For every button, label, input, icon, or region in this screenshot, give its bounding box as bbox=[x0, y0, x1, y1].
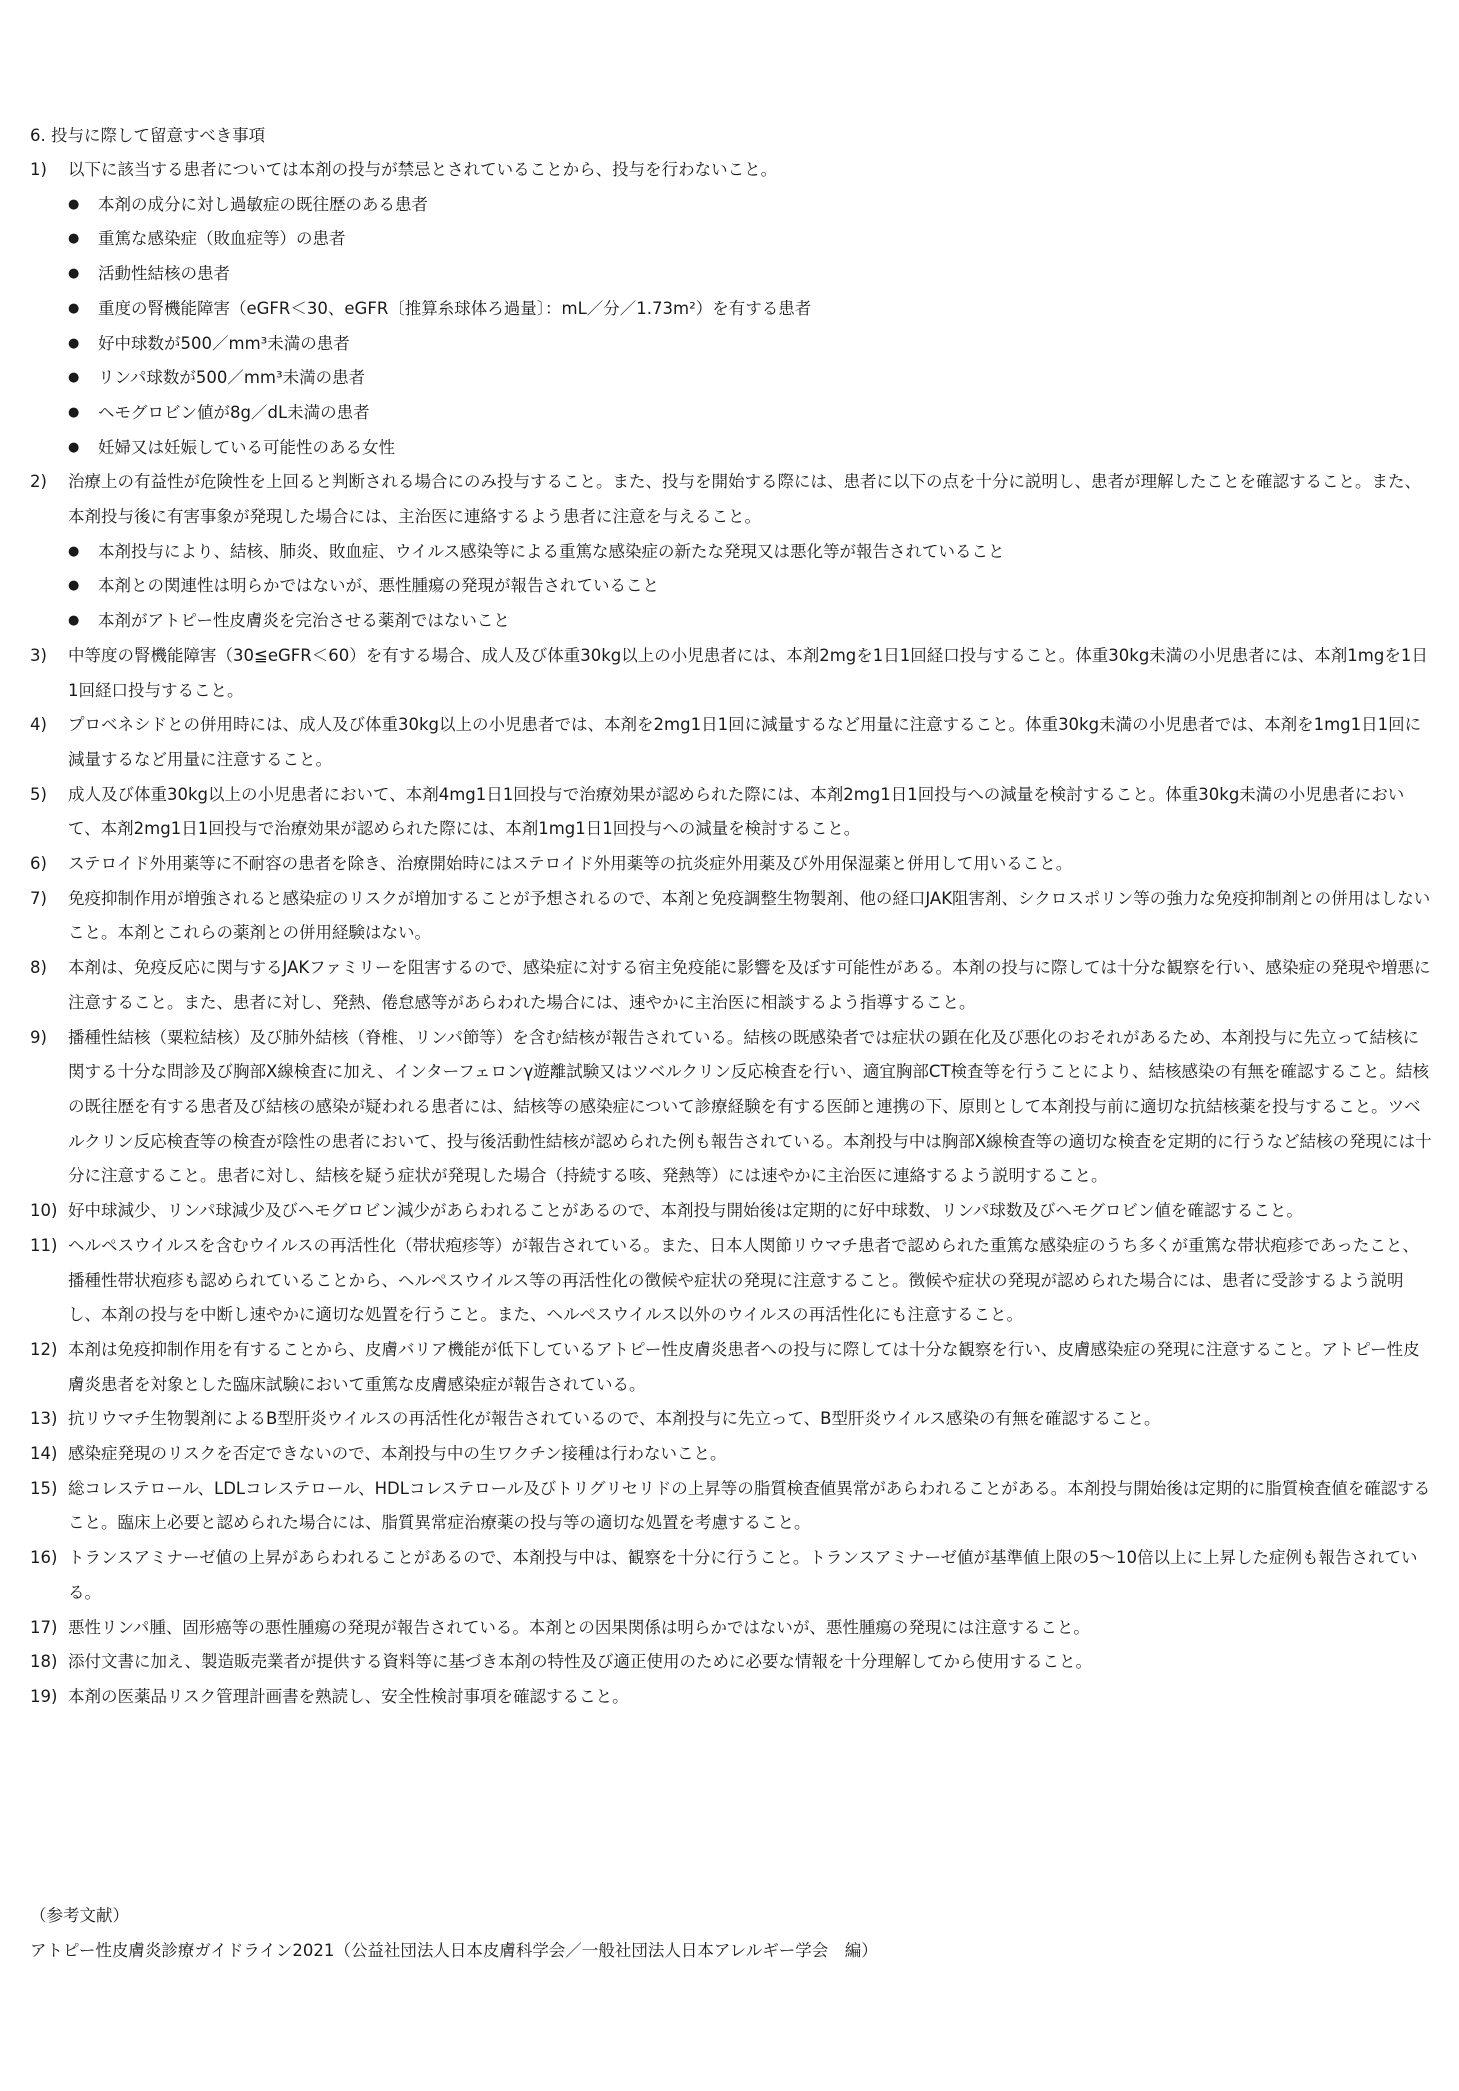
bullet-icon: ● bbox=[68, 266, 80, 282]
precaution-item bbox=[30, 153, 1435, 188]
precaution-item bbox=[30, 1680, 1435, 1715]
item-number: 5) bbox=[30, 784, 47, 804]
precaution-item bbox=[30, 1402, 1435, 1437]
item-text: 悪性リンパ腫、固形癌等の悪性腫瘍の発現が報告されている。本剤との因果関係は明らかではないが、悪性腫瘍の発現には注意すること。 bbox=[68, 1617, 1090, 1637]
bullet-text: リンパ球数が500／mm³未満の患者 bbox=[98, 368, 366, 388]
precaution-item bbox=[30, 1229, 1435, 1333]
item-number: 7) bbox=[30, 888, 47, 908]
bullet-item bbox=[30, 257, 1435, 292]
precaution-item bbox=[30, 951, 1435, 1020]
item-number: 1) bbox=[30, 160, 47, 179]
bullet-icon: ● bbox=[68, 613, 80, 629]
item-number: 3) bbox=[30, 645, 47, 665]
references bbox=[30, 1898, 1435, 1968]
precaution-item bbox=[30, 465, 1435, 534]
item-number: 14) bbox=[30, 1444, 58, 1464]
bullet-item bbox=[30, 188, 1435, 223]
item-number: 4) bbox=[30, 715, 47, 735]
item-number: 12) bbox=[30, 1339, 58, 1359]
precaution-item bbox=[30, 1472, 1435, 1541]
item-number: 8) bbox=[30, 958, 47, 978]
bullet-text: 本剤の成分に対し過敏症の既往歴のある患者 bbox=[98, 194, 428, 214]
bullet-text: 活動性結核の患者 bbox=[98, 264, 230, 284]
item-text: 抗リウマチ生物製剤によるB型肝炎ウイルスの再活性化が報告されているので、本剤投与に先立って、B型肝炎ウイルス感染の有無を確認すること。 bbox=[68, 1409, 1161, 1429]
bullet-item bbox=[30, 327, 1435, 362]
section-title: 6. 投与に際して留意すべき事項 bbox=[30, 126, 266, 145]
bullet-icon: ● bbox=[68, 300, 80, 316]
precaution-item bbox=[30, 1333, 1435, 1402]
item-text: ヘルペスウイルスを含むウイルスの再活性化（帯状疱疹等）が報告されている。また、日本人関節リウマチ患者で認められた重篤な感染症のうち多くが重篤な帯状疱疹であったこと、播種性帯状疱疹も認められていることから、ヘルペスウイルス等の再活性化の徴候や症状の発現に注意すること。徴候や症状の発現が認められた場合には、患者に受診するよう説明し、本剤の投与を中断し速やかに適切な処置を行うこと。また、ヘルペスウイルス以外のウイルスの再活性化にも注意すること。 bbox=[68, 1235, 1419, 1325]
bullet-icon: ● bbox=[68, 231, 80, 247]
bullet-text: 重篤な感染症（敗血症等）の患者 bbox=[98, 229, 346, 249]
bullet-item bbox=[30, 361, 1435, 396]
bullet-item bbox=[30, 569, 1435, 604]
precaution-item bbox=[30, 1541, 1435, 1610]
item-text: 中等度の腎機能障害（30≦eGFR＜60）を有する場合、成人及び体重30kg以上の小児患者には、本剤2mgを1日1回経口投与すること。体重30kg未満の小児患者には、本剤1mgを1日1回経口投与すること。 bbox=[68, 645, 1428, 700]
reference-entry: アトピー性皮膚炎診療ガイドライン2021（公益社団法人日本皮膚科学会／一般社団法人日本アレルギー学会 編） bbox=[30, 1941, 878, 1960]
item-text: プロベネシドとの併用時には、成人及び体重30kg以上の小児患者では、本剤を2mg1日1回に減量するなど用量に注意すること。体重30kg未満の小児患者では、本剤を1mg1日1回に減量するなど用量に注意すること。 bbox=[68, 715, 1422, 769]
item-text: 総コレステロール、LDLコレステロール、HDLコレステロール及びトリグリセリドの上昇等の脂質検査値異常があらわれることがある。本剤投与開始後は定期的に脂質検査値を確認すること。臨床上必要と認められた場合には、脂質異常症治療薬の投与等の適切な処置を考慮すること。 bbox=[68, 1478, 1431, 1533]
precaution-item bbox=[30, 708, 1435, 777]
bullet-text: 妊婦又は妊娠している可能性のある女性 bbox=[98, 437, 395, 457]
item-number: 15) bbox=[30, 1478, 58, 1498]
item-text: トランスアミナーゼ値の上昇があらわれることがあるので、本剤投与中は、観察を十分に行うこと。トランスアミナーゼ値が基準値上限の5～10倍以上に上昇した症例も報告されている。 bbox=[68, 1548, 1418, 1602]
bullet-item bbox=[30, 396, 1435, 431]
precaution-item bbox=[30, 1437, 1435, 1472]
item-number: 18) bbox=[30, 1652, 58, 1672]
item-text: 本剤の医薬品リスク管理計画書を熟読し、安全性検討事項を確認すること。 bbox=[68, 1686, 629, 1706]
references-heading: （参考文献） bbox=[30, 1906, 129, 1925]
bullet-list bbox=[30, 188, 1435, 466]
bullet-icon: ● bbox=[68, 335, 80, 351]
precaution-item bbox=[30, 1645, 1435, 1680]
bullet-icon: ● bbox=[68, 439, 80, 455]
item-text: 本剤は、免疫反応に関与するJAKファミリーを阻害するので、感染症に対する宿主免疫能に影響を及ぼす可能性がある。本剤の投与に際しては十分な観察を行い、感染症の発現や増悪に注意すること。また、患者に対し、発熱、倦怠感等があらわれた場合には、速やかに主治医に相談するよう指導すること。 bbox=[68, 958, 1431, 1012]
item-number: 6) bbox=[30, 854, 47, 874]
item-number: 9) bbox=[30, 1027, 47, 1047]
item-number: 16) bbox=[30, 1548, 58, 1568]
bullet-text: 好中球数が500／mm³未満の患者 bbox=[98, 333, 350, 353]
precaution-item bbox=[30, 1194, 1435, 1229]
item-text: 以下に該当する患者については本剤の投与が禁忌とされていることから、投与を行わないこと。 bbox=[68, 160, 778, 179]
item-number: 2) bbox=[30, 472, 47, 492]
precaution-item bbox=[30, 1021, 1435, 1195]
item-text: 好中球減少、リンパ球減少及びヘモグロビン減少があらわれることがあるので、本剤投与開始後は定期的に好中球数、リンパ球数及びヘモグロビン値を確認すること。 bbox=[68, 1201, 1303, 1221]
item-text: 免疫抑制作用が増強されると感染症のリスクが増加することが予想されるので、本剤と免疫調整生物製剤、他の経口JAK阻害剤、シクロスポリン等の強力な免疫抑制剤との併用はしないこと。本剤とこれらの薬剤との併用経験はない。 bbox=[68, 888, 1431, 943]
item-text: 成人及び体重30kg以上の小児患者において、本剤4mg1日1回投与で治療効果が認められた際には、本剤2mg1日1回投与への減量を検討すること。体重30kg未満の小児患者において、本剤2mg1日1回投与で治療効果が認められた際には、本剤1mg1日1回投与への減量を検討すること。 bbox=[68, 784, 1405, 839]
precautions-section bbox=[30, 118, 1435, 1715]
bullet-text: 本剤がアトピー性皮膚炎を完治させる薬剤ではないこと bbox=[98, 611, 510, 631]
bullet-item bbox=[30, 222, 1435, 257]
bullet-list bbox=[30, 535, 1435, 639]
precaution-item bbox=[30, 778, 1435, 847]
item-text: 本剤は免疫抑制作用を有することから、皮膚バリア機能が低下しているアトピー性皮膚炎患者への投与に際しては十分な観察を行い、皮膚感染症の発現に注意すること。アトピー性皮膚炎患者を対象とした臨床試験において重篤な皮膚感染症が報告されている。 bbox=[68, 1339, 1420, 1394]
precaution-list bbox=[30, 153, 1435, 1715]
bullet-text: ヘモグロビン値が8g／dL未満の患者 bbox=[98, 402, 370, 422]
bullet-icon: ● bbox=[68, 543, 80, 559]
item-number: 11) bbox=[30, 1235, 58, 1255]
bullet-item bbox=[30, 535, 1435, 570]
precaution-item bbox=[30, 1611, 1435, 1646]
bullet-icon: ● bbox=[68, 578, 80, 594]
item-text: 播種性結核（粟粒結核）及び肺外結核（脊椎、リンパ節等）を含む結核が報告されている。結核の既感染者では症状の顕在化及び悪化のおそれがあるため、本剤投与に先立って結核に関する十分な問診及び胸部X線検査に加え、インターフェロンγ遊離試験又はツベルクリン反応検査を行い、適宜胸部CT検査等を行うことにより、結核感染の有無を確認すること。結核の既往歴を有する患者及び結核の感染が疑われる患者には、結核等の感染症について診療経験を有する医師と連携の下、原則として本剤投与前に適切な抗結核薬を投与すること。ツベルクリン反応検査等の検査が陰性の患者において、投与後活動性結核が認められた例も報告されている。本剤投与中は胸部X線検査等の適切な検査を定期的に行うなど結核の発現には十分に注意すること。患者に対し、結核を疑う症状が発現した場合（持続する咳、発熱等）には速やかに主治医に連絡するよう説明すること。 bbox=[68, 1027, 1432, 1186]
item-text: ステロイド外用薬等に不耐容の患者を除き、治療開始時にはステロイド外用薬等の抗炎症外用薬及び外用保湿薬と併用して用いること。 bbox=[68, 854, 1073, 874]
bullet-text: 本剤投与により、結核、肺炎、敗血症、ウイルス感染等による重篤な感染症の新たな発現又は悪化等が報告されていること bbox=[98, 541, 1005, 561]
item-number: 13) bbox=[30, 1409, 58, 1429]
item-text: 添付文書に加え、製造販売業者が提供する資料等に基づき本剤の特性及び適正使用のために必要な情報を十分理解してから使用すること。 bbox=[68, 1652, 1092, 1672]
item-number: 10) bbox=[30, 1201, 58, 1221]
item-number: 17) bbox=[30, 1617, 58, 1637]
precaution-item bbox=[30, 639, 1435, 708]
precaution-item bbox=[30, 882, 1435, 951]
item-number: 19) bbox=[30, 1686, 58, 1706]
bullet-icon: ● bbox=[68, 196, 80, 212]
bullet-icon: ● bbox=[68, 370, 80, 386]
bullet-item bbox=[30, 604, 1435, 639]
item-text: 感染症発現のリスクを否定できないので、本剤投与中の生ワクチン接種は行わないこと。 bbox=[68, 1444, 727, 1464]
precaution-item bbox=[30, 847, 1435, 882]
item-text: 治療上の有益性が危険性を上回ると判断される場合にのみ投与すること。また、投与を開始する際には、患者に以下の点を十分に説明し、患者が理解したことを確認すること。また、本剤投与後に有害事象が発現した場合には、主治医に連絡するよう患者に注意を与えること。 bbox=[68, 472, 1421, 527]
bullet-text: 本剤との関連性は明らかではないが、悪性腫瘍の発現が報告されていること bbox=[98, 576, 659, 596]
bullet-item bbox=[30, 292, 1435, 327]
bullet-text: 重度の腎機能障害（eGFR＜30、eGFR〔推算糸球体ろ過量〕：mL／分／1.73m²）を有する患者 bbox=[98, 298, 812, 318]
bullet-icon: ● bbox=[68, 404, 80, 420]
bullet-item bbox=[30, 431, 1435, 466]
